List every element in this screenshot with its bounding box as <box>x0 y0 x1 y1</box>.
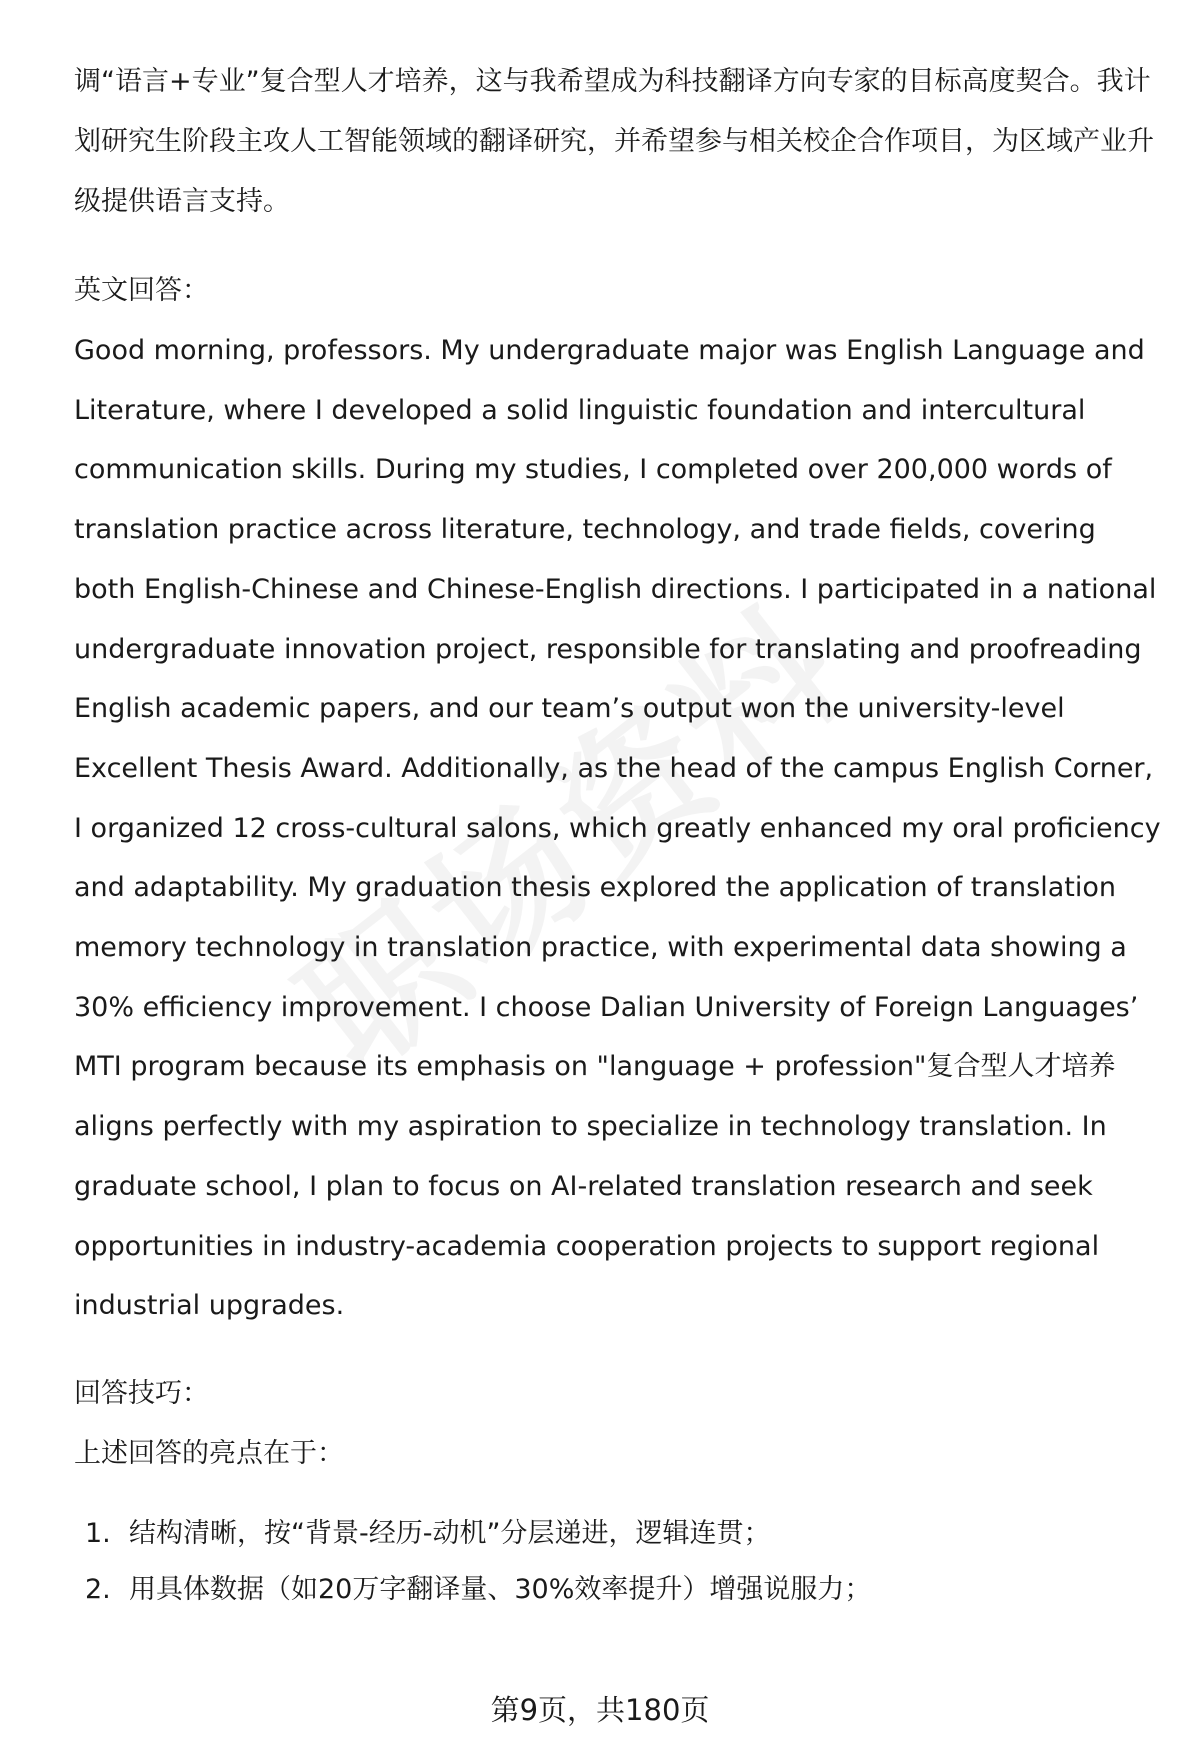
list-item-text: 用具体数据（如20万字翻译量、30%效率提升）增强说服力； <box>129 1573 872 1605</box>
list-item <box>85 1506 1164 1562</box>
tips-intro: 上述回答的亮点在于： <box>74 1437 344 1469</box>
list-item-text: 结构清晰，按“背景-经历-动机”分层递进，逻辑连贯； <box>129 1517 771 1549</box>
page-footer: 第9页，共180页 <box>490 1693 710 1727</box>
english-answer-label: 英文回答： <box>74 275 209 306</box>
list-item-number: 2. <box>85 1573 111 1605</box>
list-item <box>85 1562 1164 1618</box>
tips-label: 回答技巧： <box>74 1377 209 1409</box>
page-content <box>74 52 1164 1618</box>
list-item-number: 1. <box>85 1517 111 1549</box>
intro-paragraph: 调“语言+专业”复合型人才培养，这与我希望成为科技翻译方向专家的目标高度契合。我计划研究生阶段主攻人工智能领域的翻译研究，并希望参与相关校企合作项目，为区域产业升级提供语言支持。 <box>74 66 1154 217</box>
english-answer-text: Good morning, professors. My undergraduate major was English Language and Literature, where I developed a solid linguistic foundation and intercultural communication skills. During my studies, I completed over 200,000 words of translation practice across literature, technology, and trade fields, covering both English-Chinese and Chinese-English directions. I participated in a national undergraduate innovation project, responsible for translating and proofreading English academic papers, and our team’s output won the university-level Excellent Thesis Award. Additionally, as the head of the campus English Corner, I organized 12 cross-cultural salons, which greatly enhanced my oral proficiency and adaptability. My graduation thesis explored the application of translation memory technology in translation practice, with experimental data showing a 30% efficiency improvement. I choose Dalian University of Foreign Languages’ MTI program because its emphasis on "language + profession"复合型人才培养 aligns perfectly with my aspiration to specialize in technology translation. In graduate school, I plan to focus on AI-related translation research and seek opportunities in industry-academia cooperation projects to support regional industrial upgrades. <box>74 335 1161 1322</box>
tips-list <box>85 1506 1164 1618</box>
